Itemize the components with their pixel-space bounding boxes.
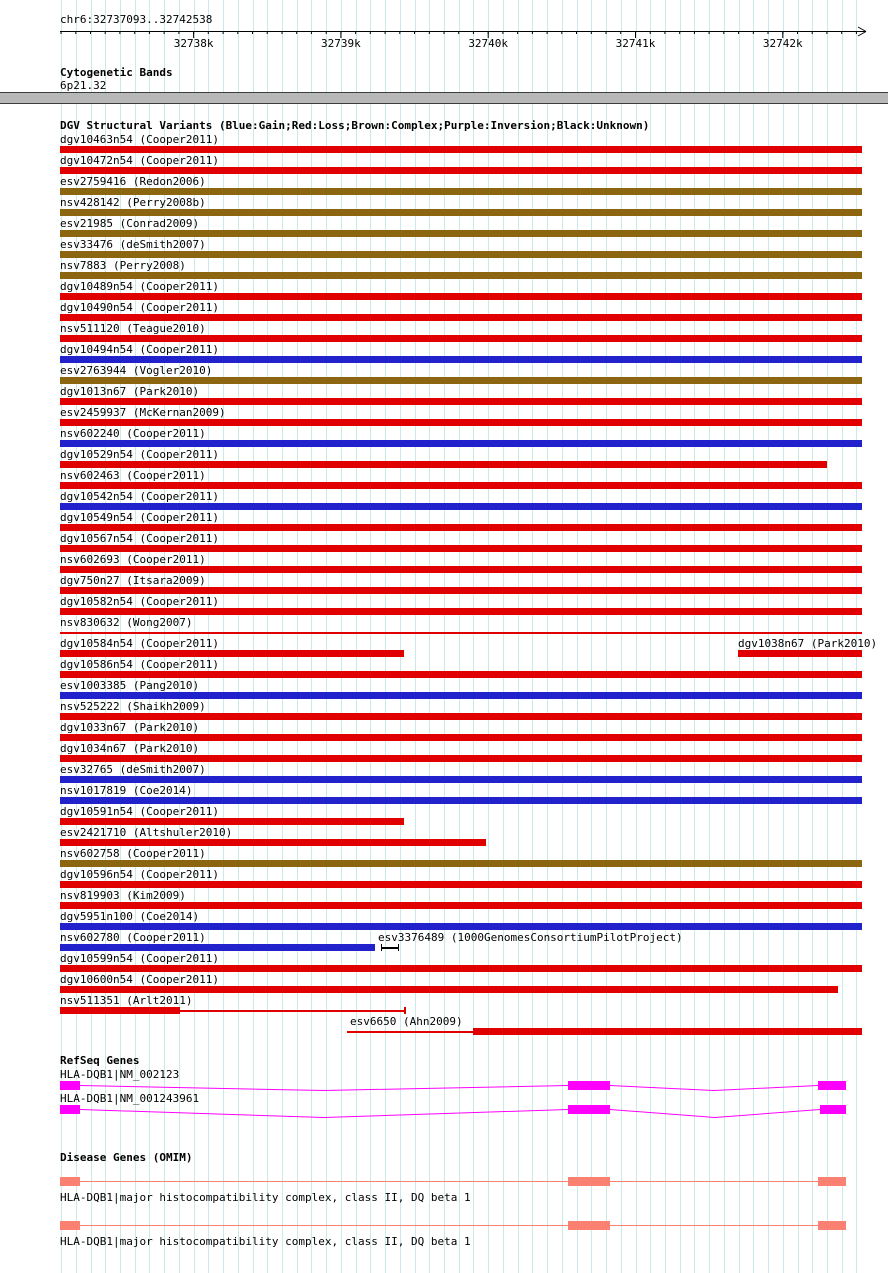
- coordinate-ruler: [0, 0, 890, 52]
- intron-line: [80, 1110, 568, 1118]
- variant-label[interactable]: dgv10490n54 (Cooper2011): [60, 301, 219, 314]
- variant-bar[interactable]: [60, 251, 862, 258]
- variant-bar[interactable]: [60, 167, 862, 174]
- variant-line[interactable]: [347, 1031, 473, 1033]
- refseq-track-title: RefSeq Genes: [60, 1054, 140, 1067]
- variant-label[interactable]: dgv5951n100 (Coe2014): [60, 910, 200, 923]
- variant-label[interactable]: dgv10596n54 (Cooper2011): [60, 868, 219, 881]
- variant-bar[interactable]: [473, 1028, 862, 1035]
- variant-label[interactable]: esv2759416 (Redon2006): [60, 175, 206, 188]
- variant-bar[interactable]: [60, 776, 862, 783]
- ruler-tick-label: 32739k: [321, 37, 361, 50]
- exon-box[interactable]: [818, 1081, 846, 1090]
- variant-label[interactable]: nsv602693 (Cooper2011): [60, 553, 206, 566]
- variant-range-line[interactable]: [381, 947, 398, 949]
- gene-label[interactable]: HLA-DQB1|NM_002123: [60, 1068, 180, 1081]
- variant-label[interactable]: dgv10584n54 (Cooper2011): [60, 637, 219, 650]
- variant-bar[interactable]: [60, 545, 862, 552]
- variant-label[interactable]: esv1003385 (Pang2010): [60, 679, 200, 692]
- ruler-tick-label: 32738k: [173, 37, 214, 50]
- variant-bar[interactable]: [60, 230, 862, 237]
- variant-bar[interactable]: [60, 272, 862, 279]
- omim-track-title: Disease Genes (OMIM): [60, 1151, 193, 1164]
- exon-box[interactable]: [818, 1177, 846, 1186]
- gene-label[interactable]: HLA-DQB1|major histocompatibility complex, class II, DQ beta 1: [60, 1235, 471, 1248]
- variant-bar[interactable]: [60, 713, 862, 720]
- variant-bar[interactable]: [60, 314, 862, 321]
- variant-bar[interactable]: [60, 209, 862, 216]
- gene-label[interactable]: HLA-DQB1|NM_001243961: [60, 1092, 200, 1105]
- exon-box[interactable]: [60, 1105, 80, 1114]
- variant-label[interactable]: dgv10542n54 (Cooper2011): [60, 490, 219, 503]
- variant-label[interactable]: dgv10599n54 (Cooper2011): [60, 952, 219, 965]
- variant-label[interactable]: nsv819903 (Kim2009): [60, 889, 186, 902]
- variant-bar[interactable]: [60, 692, 862, 699]
- variant-label[interactable]: nsv511351 (Arlt2011): [60, 994, 193, 1007]
- variant-bar[interactable]: [60, 482, 862, 489]
- exon-box[interactable]: [60, 1177, 80, 1186]
- ruler-tick-label: 32742k: [762, 37, 803, 50]
- variant-label[interactable]: esv32765 (deSmith2007): [60, 763, 206, 776]
- exon-box[interactable]: [568, 1081, 610, 1090]
- variant-label[interactable]: dgv10567n54 (Cooper2011): [60, 532, 219, 545]
- variant-bar[interactable]: [738, 650, 862, 657]
- variant-label[interactable]: dgv1034n67 (Park2010): [60, 742, 200, 755]
- variant-bar[interactable]: [60, 986, 838, 993]
- variant-bar[interactable]: [60, 965, 862, 972]
- variant-label[interactable]: nsv830632 (Wong2007): [60, 616, 193, 629]
- variant-label[interactable]: esv21985 (Conrad2009): [60, 217, 200, 230]
- variant-bar[interactable]: [60, 335, 862, 342]
- variant-label[interactable]: dgv10582n54 (Cooper2011): [60, 595, 219, 608]
- variant-label[interactable]: dgv1038n67 (Park2010): [738, 637, 878, 650]
- variant-label[interactable]: nsv602758 (Cooper2011): [60, 847, 206, 860]
- variant-label[interactable]: esv3376489 (1000GenomesConsortiumPilotProject): [378, 931, 683, 944]
- variant-bar[interactable]: [60, 860, 862, 867]
- variant-label[interactable]: dgv10586n54 (Cooper2011): [60, 658, 219, 671]
- variant-bar[interactable]: [60, 923, 862, 930]
- variant-label[interactable]: esv2763944 (Vogler2010): [60, 364, 213, 377]
- variant-label[interactable]: dgv750n27 (Itsara2009): [60, 574, 206, 587]
- variant-bar[interactable]: [60, 356, 862, 363]
- variant-bar[interactable]: [60, 419, 862, 426]
- variant-bar[interactable]: [60, 671, 862, 678]
- variant-label[interactable]: dgv10489n54 (Cooper2011): [60, 280, 219, 293]
- variant-label[interactable]: nsv511120 (Teague2010): [60, 322, 206, 335]
- variant-bar[interactable]: [60, 524, 862, 531]
- cytoband-track-title: Cytogenetic Bands: [60, 66, 173, 79]
- variant-label[interactable]: esv2421710 (Altshuler2010): [60, 826, 233, 839]
- variant-label[interactable]: nsv428142 (Perry2008b): [60, 196, 206, 209]
- region-coordinates: chr6:32737093..32742538: [60, 13, 213, 26]
- variant-label[interactable]: dgv1013n67 (Park2010): [60, 385, 200, 398]
- ruler-arrow-icon: [858, 27, 866, 32]
- gene-label[interactable]: HLA-DQB1|major histocompatibility complex, class II, DQ beta 1: [60, 1191, 471, 1204]
- variant-label[interactable]: nsv525222 (Shaikh2009): [60, 700, 206, 713]
- variant-line[interactable]: [60, 632, 862, 634]
- variant-bar[interactable]: [60, 608, 862, 615]
- cytoband-bar: [0, 92, 888, 104]
- variant-label[interactable]: dgv10463n54 (Cooper2011): [60, 133, 219, 146]
- variant-label[interactable]: dgv10549n54 (Cooper2011): [60, 511, 219, 524]
- exon-box[interactable]: [568, 1221, 610, 1230]
- exon-box[interactable]: [568, 1105, 610, 1114]
- ruler-tick-label: 32741k: [615, 37, 656, 50]
- variant-bar[interactable]: [60, 440, 862, 447]
- variant-label[interactable]: dgv10494n54 (Cooper2011): [60, 343, 219, 356]
- variant-label[interactable]: esv2459937 (McKernan2009): [60, 406, 226, 419]
- variant-bar[interactable]: [60, 503, 862, 510]
- variant-label[interactable]: esv33476 (deSmith2007): [60, 238, 206, 251]
- ruler-tick-label: 32740k: [468, 37, 509, 50]
- variant-bar[interactable]: [60, 818, 404, 825]
- variant-bar[interactable]: [60, 755, 862, 762]
- dgv-track-title: DGV Structural Variants (Blue:Gain;Red:Loss;Brown:Complex;Purple:Inversion;Black:Unknown): [60, 119, 650, 132]
- gene-glyph[interactable]: [0, 1105, 890, 1125]
- variant-bar[interactable]: [60, 461, 827, 468]
- variant-label[interactable]: dgv10472n54 (Cooper2011): [60, 154, 219, 167]
- variant-bar[interactable]: [60, 734, 862, 741]
- variant-bar[interactable]: [60, 944, 375, 951]
- variant-label[interactable]: nsv7883 (Perry2008): [60, 259, 186, 272]
- exon-box[interactable]: [820, 1105, 846, 1114]
- exon-box[interactable]: [60, 1081, 80, 1090]
- variant-label[interactable]: dgv10529n54 (Cooper2011): [60, 448, 219, 461]
- cytoband-name: 6p21.32: [60, 79, 107, 92]
- variant-label[interactable]: esv6650 (Ahn2009): [350, 1015, 463, 1028]
- variant-end-tick[interactable]: [404, 1007, 406, 1014]
- exon-box[interactable]: [818, 1221, 846, 1230]
- exon-box[interactable]: [60, 1221, 80, 1230]
- variant-bar[interactable]: [60, 293, 862, 300]
- variant-bar[interactable]: [60, 377, 862, 384]
- variant-bar[interactable]: [60, 650, 404, 657]
- exon-box[interactable]: [568, 1177, 610, 1186]
- intron-line: [610, 1086, 818, 1091]
- variant-range-end-tick[interactable]: [398, 944, 399, 951]
- variant-label[interactable]: dgv1033n67 (Park2010): [60, 721, 200, 734]
- ruler-arrow-icon: [858, 32, 866, 37]
- intron-line: [80, 1086, 568, 1091]
- variant-label[interactable]: dgv10591n54 (Cooper2011): [60, 805, 219, 818]
- variant-bar[interactable]: [60, 902, 862, 909]
- variant-label[interactable]: nsv1017819 (Coe2014): [60, 784, 193, 797]
- variant-bar[interactable]: [60, 587, 862, 594]
- variant-bar[interactable]: [60, 881, 862, 888]
- variant-bar[interactable]: [60, 566, 862, 573]
- variant-label[interactable]: nsv602780 (Cooper2011): [60, 931, 206, 944]
- variant-bar[interactable]: [60, 398, 862, 405]
- variant-bar[interactable]: [60, 839, 486, 846]
- intron-line: [610, 1110, 820, 1118]
- variant-bar[interactable]: [60, 797, 862, 804]
- variant-label[interactable]: dgv10600n54 (Cooper2011): [60, 973, 219, 986]
- variant-bar[interactable]: [60, 1007, 180, 1014]
- variant-range-end-tick[interactable]: [381, 944, 382, 951]
- variant-line[interactable]: [180, 1010, 404, 1012]
- variant-label[interactable]: nsv602240 (Cooper2011): [60, 427, 206, 440]
- variant-bar[interactable]: [60, 146, 862, 153]
- variant-label[interactable]: nsv602463 (Cooper2011): [60, 469, 206, 482]
- variant-bar[interactable]: [60, 188, 862, 195]
